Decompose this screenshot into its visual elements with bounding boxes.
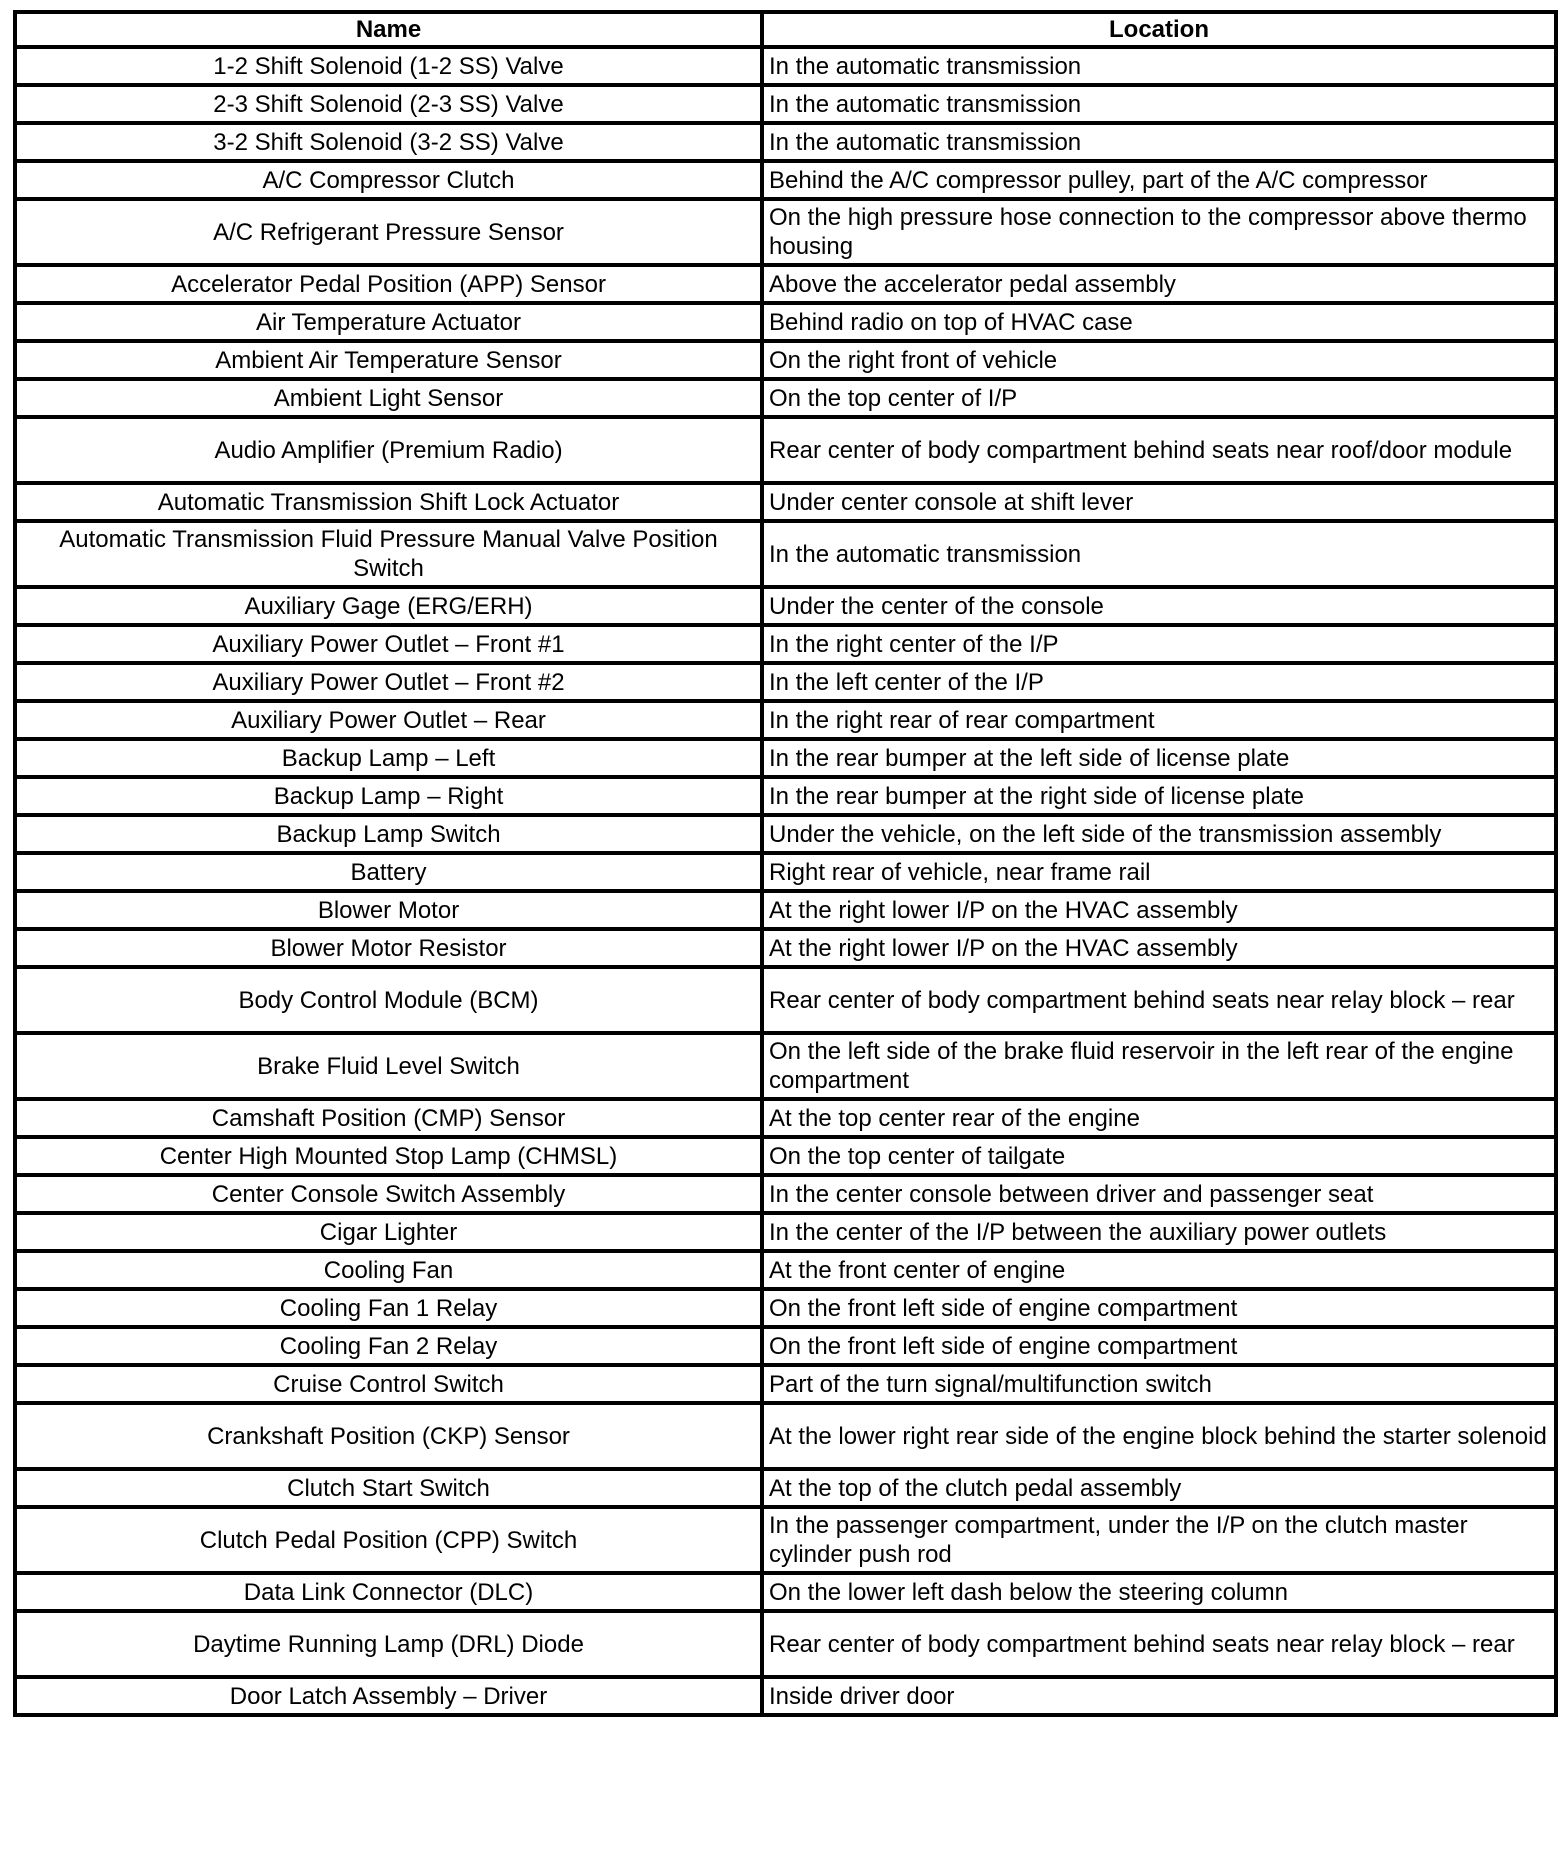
table-row: [15, 199, 1556, 265]
component-name: Auxiliary Power Outlet – Front #2: [15, 663, 762, 701]
component-location: At the right lower I/P on the HVAC assembly: [762, 929, 1556, 967]
table-row: [15, 1175, 1556, 1213]
component-location: In the center console between driver and passenger seat: [762, 1175, 1556, 1213]
component-location: Above the accelerator pedal assembly: [762, 265, 1556, 303]
component-name: Automatic Transmission Fluid Pressure Manual Valve Position Switch: [15, 521, 762, 587]
component-name: Cigar Lighter: [15, 1213, 762, 1251]
table-row: [15, 85, 1556, 123]
component-location: Rear center of body compartment behind seats near roof/door module: [762, 417, 1556, 483]
component-location: Rear center of body compartment behind seats near relay block – rear: [762, 1611, 1556, 1677]
component-location: On the right front of vehicle: [762, 341, 1556, 379]
component-location: Under the vehicle, on the left side of the transmission assembly: [762, 815, 1556, 853]
component-name: Accelerator Pedal Position (APP) Sensor: [15, 265, 762, 303]
component-name: Cooling Fan: [15, 1251, 762, 1289]
table-row: [15, 777, 1556, 815]
component-name: Blower Motor: [15, 891, 762, 929]
component-location: In the automatic transmission: [762, 123, 1556, 161]
component-name: A/C Compressor Clutch: [15, 161, 762, 199]
table-row: [15, 1289, 1556, 1327]
component-location: On the top center of I/P: [762, 379, 1556, 417]
component-location: Under the center of the console: [762, 587, 1556, 625]
table-row: [15, 663, 1556, 701]
table-row: [15, 417, 1556, 483]
component-name: Crankshaft Position (CKP) Sensor: [15, 1403, 762, 1469]
table-row: [15, 891, 1556, 929]
component-location: On the high pressure hose connection to the compressor above thermo housing: [762, 199, 1556, 265]
table-row: [15, 303, 1556, 341]
component-name: Clutch Start Switch: [15, 1469, 762, 1507]
component-location: Behind radio on top of HVAC case: [762, 303, 1556, 341]
table-row: [15, 625, 1556, 663]
table-row: [15, 521, 1556, 587]
component-location: Under center console at shift lever: [762, 483, 1556, 521]
component-location: Inside driver door: [762, 1677, 1556, 1715]
table-row: [15, 1099, 1556, 1137]
component-name: Automatic Transmission Shift Lock Actuator: [15, 483, 762, 521]
component-name: Auxiliary Power Outlet – Rear: [15, 701, 762, 739]
component-location: At the top of the clutch pedal assembly: [762, 1469, 1556, 1507]
component-name: Backup Lamp – Left: [15, 739, 762, 777]
component-name: Backup Lamp Switch: [15, 815, 762, 853]
table-row: [15, 483, 1556, 521]
table-row: [15, 739, 1556, 777]
table-row: [15, 853, 1556, 891]
component-location: In the automatic transmission: [762, 85, 1556, 123]
header-row: [15, 12, 1556, 47]
table-row: [15, 929, 1556, 967]
table-row: [15, 1611, 1556, 1677]
component-location-table: [13, 10, 1558, 1717]
component-name: Center Console Switch Assembly: [15, 1175, 762, 1213]
component-location: In the center of the I/P between the auxiliary power outlets: [762, 1213, 1556, 1251]
component-location: Part of the turn signal/multifunction switch: [762, 1365, 1556, 1403]
component-location: On the front left side of engine compartment: [762, 1289, 1556, 1327]
component-name: 1-2 Shift Solenoid (1-2 SS) Valve: [15, 47, 762, 85]
component-location: In the passenger compartment, under the I/P on the clutch master cylinder push rod: [762, 1507, 1556, 1573]
table-row: [15, 1213, 1556, 1251]
component-location: Rear center of body compartment behind seats near relay block – rear: [762, 967, 1556, 1033]
component-location: On the front left side of engine compartment: [762, 1327, 1556, 1365]
component-name: Center High Mounted Stop Lamp (CHMSL): [15, 1137, 762, 1175]
component-name: Audio Amplifier (Premium Radio): [15, 417, 762, 483]
component-name: Camshaft Position (CMP) Sensor: [15, 1099, 762, 1137]
component-location: In the rear bumper at the right side of license plate: [762, 777, 1556, 815]
component-name: 2-3 Shift Solenoid (2-3 SS) Valve: [15, 85, 762, 123]
table-row: [15, 265, 1556, 303]
component-name: Battery: [15, 853, 762, 891]
table-row: [15, 1033, 1556, 1099]
table-row: [15, 587, 1556, 625]
component-name: Door Latch Assembly – Driver: [15, 1677, 762, 1715]
component-location: Behind the A/C compressor pulley, part of the A/C compressor: [762, 161, 1556, 199]
table-row: [15, 1469, 1556, 1507]
component-name: Brake Fluid Level Switch: [15, 1033, 762, 1099]
table-row: [15, 815, 1556, 853]
table-row: [15, 123, 1556, 161]
table-row: [15, 47, 1556, 85]
component-name: Body Control Module (BCM): [15, 967, 762, 1033]
table-row: [15, 967, 1556, 1033]
component-name: A/C Refrigerant Pressure Sensor: [15, 199, 762, 265]
component-name: Air Temperature Actuator: [15, 303, 762, 341]
component-name: Daytime Running Lamp (DRL) Diode: [15, 1611, 762, 1677]
table-row: [15, 1365, 1556, 1403]
table-row: [15, 379, 1556, 417]
component-name: Backup Lamp – Right: [15, 777, 762, 815]
table-row: [15, 1507, 1556, 1573]
table-row: [15, 1573, 1556, 1611]
table-row: [15, 1327, 1556, 1365]
component-location: At the right lower I/P on the HVAC assembly: [762, 891, 1556, 929]
table-row: [15, 701, 1556, 739]
component-name: Blower Motor Resistor: [15, 929, 762, 967]
component-location: At the top center rear of the engine: [762, 1099, 1556, 1137]
component-location: On the lower left dash below the steering column: [762, 1573, 1556, 1611]
component-name: Data Link Connector (DLC): [15, 1573, 762, 1611]
table-row: [15, 1137, 1556, 1175]
component-location: Right rear of vehicle, near frame rail: [762, 853, 1556, 891]
component-name: Auxiliary Power Outlet – Front #1: [15, 625, 762, 663]
name-column-header: Name: [15, 12, 762, 47]
component-location: On the left side of the brake fluid reservoir in the left rear of the engine compartment: [762, 1033, 1556, 1099]
table-row: [15, 161, 1556, 199]
table-body: [15, 47, 1556, 1715]
component-name: 3-2 Shift Solenoid (3-2 SS) Valve: [15, 123, 762, 161]
table-row: [15, 1251, 1556, 1289]
component-name: Clutch Pedal Position (CPP) Switch: [15, 1507, 762, 1573]
component-name: Cooling Fan 1 Relay: [15, 1289, 762, 1327]
component-location: In the left center of the I/P: [762, 663, 1556, 701]
component-name: Cruise Control Switch: [15, 1365, 762, 1403]
component-location: In the right rear of rear compartment: [762, 701, 1556, 739]
component-location: In the right center of the I/P: [762, 625, 1556, 663]
location-column-header: Location: [762, 12, 1556, 47]
component-location: In the rear bumper at the left side of license plate: [762, 739, 1556, 777]
component-name: Cooling Fan 2 Relay: [15, 1327, 762, 1365]
component-location: At the front center of engine: [762, 1251, 1556, 1289]
table-row: [15, 1403, 1556, 1469]
component-name: Ambient Light Sensor: [15, 379, 762, 417]
table-row: [15, 1677, 1556, 1715]
component-location: In the automatic transmission: [762, 521, 1556, 587]
component-location: At the lower right rear side of the engine block behind the starter solenoid: [762, 1403, 1556, 1469]
table-row: [15, 341, 1556, 379]
component-name: Ambient Air Temperature Sensor: [15, 341, 762, 379]
component-location: On the top center of tailgate: [762, 1137, 1556, 1175]
component-location: In the automatic transmission: [762, 47, 1556, 85]
component-name: Auxiliary Gage (ERG/ERH): [15, 587, 762, 625]
